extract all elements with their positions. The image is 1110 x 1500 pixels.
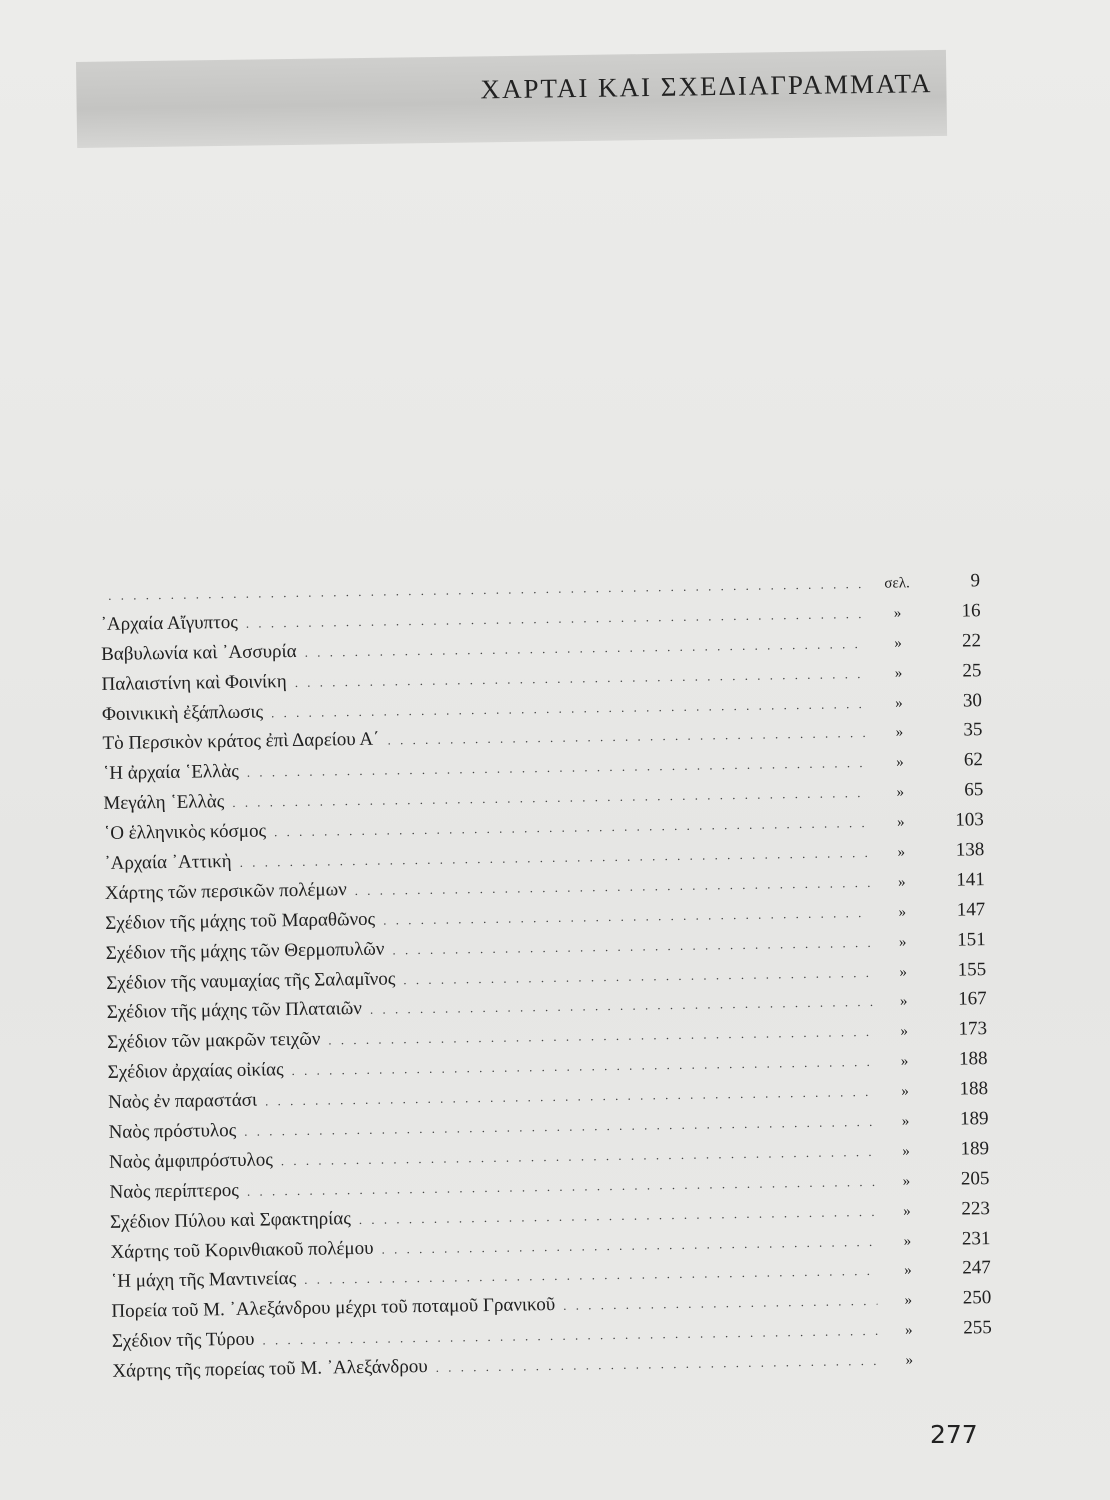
toc-page-unit: » (903, 1232, 912, 1250)
dot-leader (387, 725, 868, 749)
toc-page-unit: » (900, 1053, 909, 1070)
toc-entry-page: 16 (961, 600, 981, 622)
toc-entry-page: 25 (962, 659, 982, 682)
toc-entry-page: 151 (957, 928, 986, 951)
toc-entry-page: 173 (958, 1018, 988, 1040)
table-of-contents (100, 570, 993, 1391)
toc-entry-page: 189 (960, 1138, 990, 1160)
toc-page-unit: » (902, 1143, 910, 1160)
toc-entry-label: Χάρτης τῶν περσικῶν πολέμων (104, 879, 347, 904)
dot-leader (281, 1144, 875, 1169)
dot-leader (244, 1114, 875, 1140)
dot-leader (232, 785, 869, 811)
toc-entry-page (932, 1363, 992, 1364)
dot-leader (291, 1054, 873, 1079)
toc-entry-page: 22 (961, 629, 982, 652)
toc-entry-label: Σχέδιον τῆς μάχης τοῦ Μαραθῶνος (105, 908, 376, 934)
toc-entry-label: Βαβυλωνία καὶ ᾿Ασσυρία (100, 640, 297, 665)
toc-entry-page: 231 (961, 1227, 991, 1250)
dot-leader (265, 1084, 874, 1110)
toc-entry-page: 35 (963, 719, 983, 741)
toc-entry-page: 188 (959, 1078, 989, 1100)
toc-page-unit: » (894, 635, 902, 652)
toc-entry-label: Ναὸς πρόστυλος (108, 1119, 237, 1143)
toc-entry-page: 250 (962, 1287, 992, 1309)
toc-entry-label: ᾿Αρχαία ᾿Αττικὴ (104, 850, 232, 874)
dot-leader (304, 1263, 877, 1288)
toc-page-unit: » (896, 784, 905, 801)
toc-page-unit: » (899, 993, 908, 1010)
toc-entry-label: Σχέδιον ἀρχαίας οἰκίας (107, 1059, 284, 1084)
toc-entry-label: Τὸ Περσικὸν κράτος ἐπὶ Δαρείου Α΄ (102, 729, 380, 755)
toc-entry-label: ῾Η μάχη τῆς Μαντινείας (110, 1268, 297, 1293)
toc-entry-label: ᾿Αρχαία Αἴγυπτος (100, 611, 238, 635)
toc-page-unit: » (904, 1292, 913, 1309)
toc-entry-page: 155 (957, 958, 987, 981)
toc-entry-page: 189 (959, 1108, 989, 1130)
toc-page-unit: σελ. (884, 575, 910, 592)
dot-leader (381, 1233, 876, 1257)
toc-entry-label: Μεγάλη ῾Ελλὰς (103, 791, 225, 815)
toc-entry-label: Χάρτης τοῦ Κορινθιακοῦ πολέμου (110, 1237, 374, 1263)
page-number: 277 (930, 1420, 978, 1449)
toc-entry-label: Σχέδιον τῆς Τύρου (111, 1328, 255, 1353)
toc-entry-label: Φοινικικὴ ἐξάπλωσις (101, 701, 264, 725)
toc-entry-label: Σχέδιον τῆς ναυμαχίας τῆς Σαλαμῖνος (106, 967, 396, 994)
toc-entry-page: 9 (970, 570, 981, 592)
toc-entry-label: Ναὸς περίπτερος (109, 1179, 240, 1203)
toc-entry-page: 247 (962, 1257, 992, 1280)
toc-page-unit: » (900, 1023, 909, 1040)
toc-entry-page: 205 (960, 1167, 990, 1190)
toc-page-unit: » (904, 1322, 913, 1339)
dot-leader (108, 576, 866, 604)
toc-entry-page: 103 (955, 809, 984, 831)
dot-leader (383, 905, 871, 929)
dot-leader (295, 666, 868, 691)
toc-entry-page: 141 (956, 869, 985, 891)
dot-leader (262, 1323, 878, 1349)
dot-leader (305, 636, 868, 661)
toc-page-unit: » (897, 874, 906, 891)
dot-leader (355, 875, 871, 899)
toc-page-unit: » (901, 1083, 909, 1100)
toc-entry-page: 223 (961, 1197, 991, 1220)
dot-leader (240, 845, 871, 871)
dot-leader (246, 606, 867, 632)
toc-page-unit: » (901, 1113, 910, 1130)
toc-page-unit: » (897, 844, 906, 861)
toc-page-unit: » (903, 1203, 911, 1220)
toc-page-unit: » (894, 665, 903, 682)
title-band (76, 50, 947, 148)
toc-entry-label: Χάρτης τῆς πορείας τοῦ Μ. ᾿Αλεξάνδρου (112, 1356, 428, 1383)
toc-entry-label: Σχέδιον τῆς μάχης τῶν Πλαταιῶν (106, 998, 363, 1024)
toc-entry-page: 188 (958, 1048, 988, 1070)
toc-entry-label: Ναὸς ἀμφιπρόστυλος (108, 1149, 273, 1173)
toc-entry-page: 138 (955, 839, 985, 861)
dot-leader (271, 696, 868, 721)
toc-entry-page: 30 (962, 689, 983, 712)
dot-leader (563, 1293, 877, 1314)
toc-entry-label: Παλαιστίνη καὶ Φοινίκη (101, 670, 287, 695)
toc-page-unit: » (898, 904, 907, 921)
dot-leader (370, 994, 873, 1018)
toc-entry-label: ῾Η ἀρχαία ῾Ελλὰς (102, 761, 239, 785)
toc-entry-page: 167 (957, 988, 987, 1011)
toc-page-unit: » (902, 1173, 911, 1190)
toc-page-unit: » (896, 814, 905, 831)
toc-page-unit: » (895, 724, 904, 741)
toc-page-unit: » (893, 605, 902, 622)
toc-page-unit: » (896, 754, 904, 771)
dot-leader (247, 755, 869, 781)
toc-entry-label: ῾Ο ἑλληνικὸς κόσμος (103, 820, 267, 845)
toc-page-unit: » (904, 1262, 912, 1279)
toc-entry-page: 65 (964, 779, 984, 801)
toc-entry-label: Σχέδιον Πύλου καὶ Σφακτηρίας (109, 1207, 351, 1233)
toc-page-unit: » (905, 1352, 914, 1369)
dot-leader (436, 1353, 879, 1376)
toc-entry-label: Πορεία τοῦ Μ. ᾿Αλεξάνδρου μέχρι τοῦ ποταμοῦ Γρανικοῦ (111, 1294, 556, 1323)
toc-entry-page: 62 (963, 749, 984, 771)
toc-page-unit: » (895, 694, 903, 712)
toc-page-unit: » (898, 934, 907, 951)
dot-leader (328, 1024, 873, 1049)
toc-entry-label: Σχέδιον τῆς μάχης τῶν Θερμοπυλῶν (105, 938, 385, 964)
toc-entry-page: 147 (956, 898, 986, 921)
toc-entry-label: Ναὸς ἐν παραστάσι (107, 1089, 258, 1114)
toc-entry-label: Σχέδιον τῶν μακρῶν τειχῶν (107, 1028, 321, 1054)
page-title: ΧΑΡΤΑΙ ΚΑΙ ΣΧΕΔΙΑΓΡΑΜΜΑΤΑ (480, 68, 933, 105)
toc-entry-page: 255 (963, 1317, 992, 1339)
dot-leader (403, 964, 872, 987)
dot-leader (247, 1174, 876, 1200)
dot-leader (392, 935, 872, 959)
dot-leader (274, 815, 870, 840)
dot-leader (359, 1204, 876, 1228)
toc-page-unit: » (899, 963, 908, 981)
